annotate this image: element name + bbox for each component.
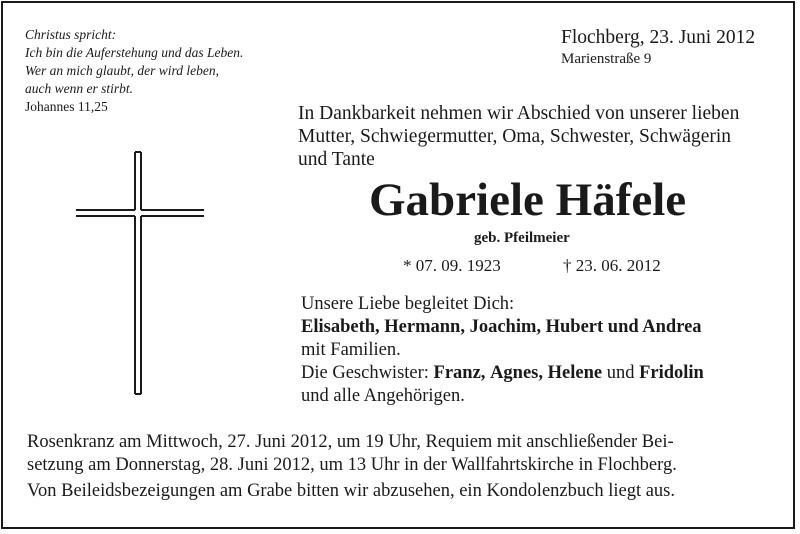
quote-line: Christus spricht: [25, 27, 117, 42]
service-info [27, 431, 677, 503]
family-block [301, 293, 704, 408]
street-address: Marienstraße 9 [561, 51, 652, 67]
family-line: mit Familien. [301, 340, 401, 360]
intro-line: Mutter, Schwiegermutter, Oma, Schwester, Schwägerin [298, 126, 732, 147]
intro-line: In Dankbarkeit nehmen wir Abschied von unserer lieben [298, 103, 740, 124]
quote-line: auch wenn er stirbt. [25, 81, 133, 96]
siblings-and: und [606, 363, 635, 383]
family-line: und alle Angehörigen. [301, 386, 465, 406]
quote-line: Ich bin die Auferstehung und das Leben. [25, 45, 244, 60]
quote-line: Wer an mich glaubt, der wird leben, [25, 63, 219, 78]
intro-text [298, 102, 739, 171]
children-names: Elisabeth, Hermann, Joachim, Hubert und Andrea [301, 317, 702, 337]
family-line: Unsere Liebe begleitet Dich: [301, 294, 515, 314]
siblings-line [301, 362, 704, 385]
birth-date: * 07. 09. 1923 [403, 256, 501, 275]
bible-quote [25, 26, 243, 116]
service-line: Rosenkranz am Mittwoch, 27. Juni 2012, um 19 Uhr, Requiem mit anschließender Bei- [27, 432, 674, 452]
sibling-name: Fridolin [639, 363, 704, 383]
death-date: † 23. 06. 2012 [563, 256, 661, 275]
birth-name: geb. Pfeilmeier [474, 230, 570, 246]
sibling-name: Agnes, [490, 363, 543, 383]
cross-icon [70, 148, 210, 398]
siblings-prefix: Die Geschwister: [301, 363, 434, 383]
sibling-name: Helene [547, 363, 603, 383]
sibling-name: Franz, [433, 363, 486, 383]
service-line: setzung am Donnerstag, 28. Juni 2012, um 13 Uhr in der Wallfahrtskirche in Flochberg. [27, 455, 677, 475]
condolence-note: Von Beileidsbezeigungen am Grabe bitten wir abzusehen, ein Kondolenzbuch liegt aus. [27, 481, 675, 501]
deceased-name: Gabriele Häfele [369, 174, 687, 226]
intro-line: und Tante [298, 149, 375, 170]
quote-reference: Johannes 11,25 [25, 99, 108, 114]
place-date: Flochberg, 23. Juni 2012 [561, 27, 756, 48]
